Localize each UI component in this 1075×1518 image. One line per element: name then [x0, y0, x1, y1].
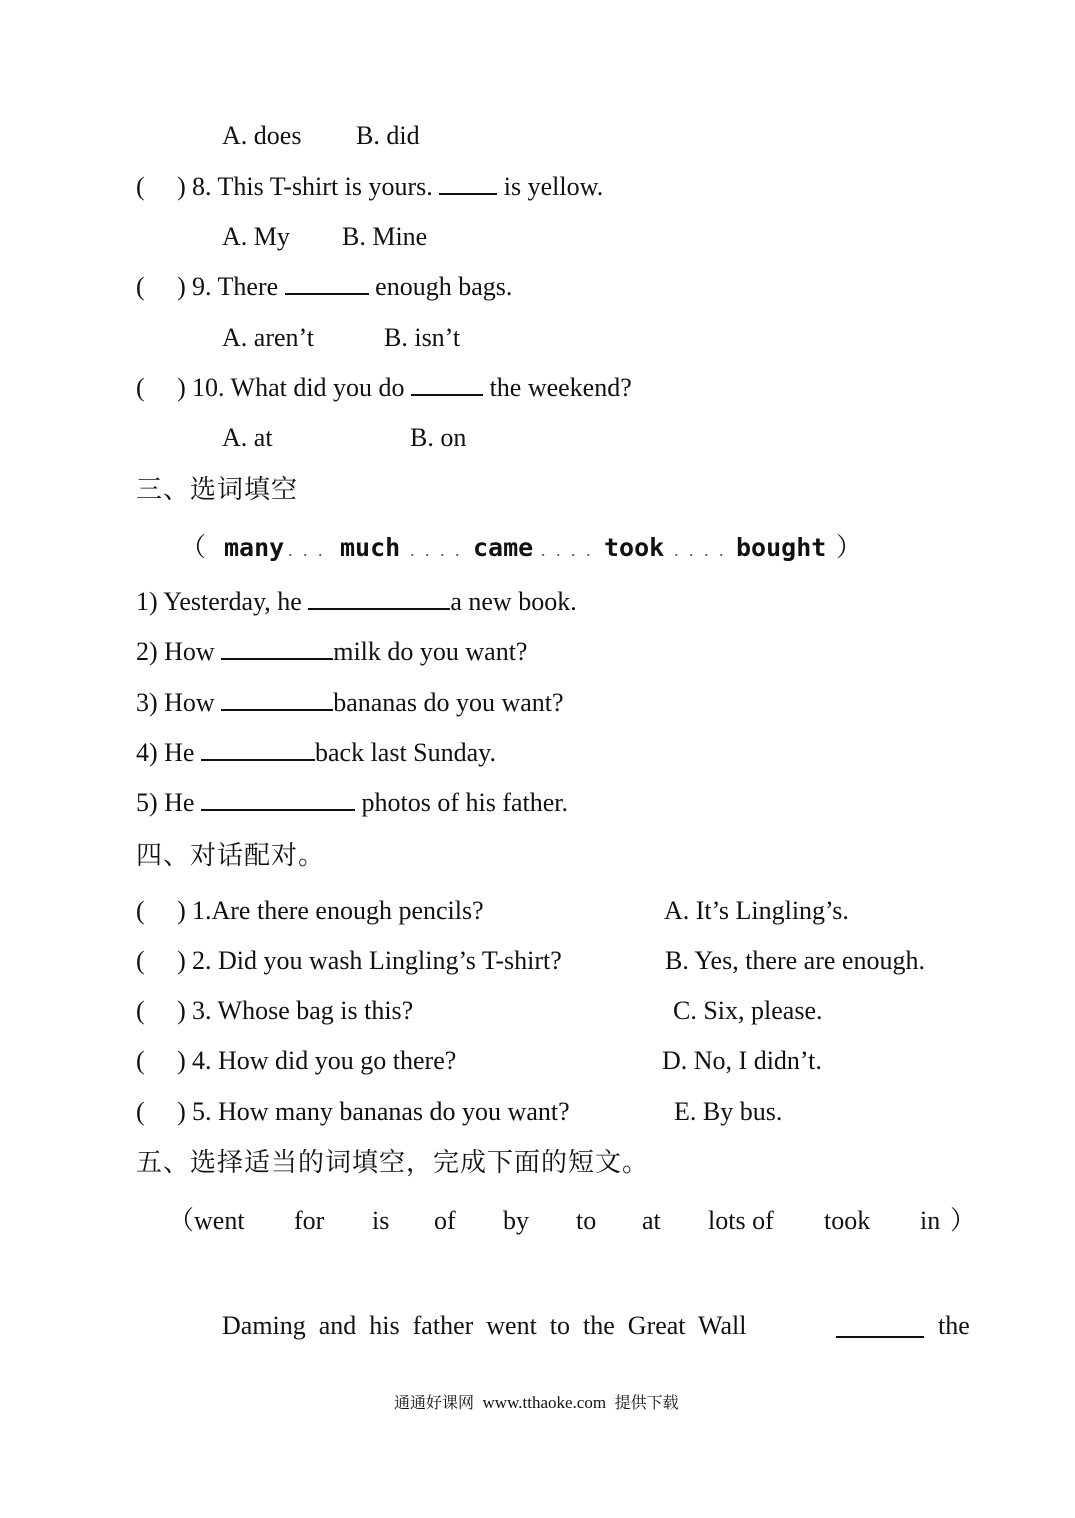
section5-word-9: took: [824, 1206, 871, 1235]
match-answer-a: A. It’s Lingling’s.: [664, 896, 849, 925]
section3-word-bank-close: ）: [836, 533, 864, 563]
section3-item-3: [136, 687, 564, 719]
item-3-blank[interactable]: [221, 687, 333, 711]
section3-item-2: [136, 636, 527, 668]
q7-option-a: A. does: [222, 121, 302, 150]
q8-question: [192, 171, 603, 203]
section3-word-3: came: [473, 533, 534, 562]
match-paren-5[interactable]: ( ): [136, 1097, 186, 1126]
match-paren-3[interactable]: ( ): [136, 996, 186, 1025]
section3-word-5: bought: [736, 533, 827, 562]
item-3-before: 3) How: [136, 688, 215, 717]
footer: [394, 1393, 679, 1413]
q9-answer-paren[interactable]: ( ): [136, 272, 186, 301]
section5-word-2: for: [294, 1206, 325, 1235]
item-4-before: 4) He: [136, 738, 195, 767]
section5-word-bank-close: ）: [950, 1206, 978, 1236]
item-3-after: bananas do you want?: [333, 688, 564, 717]
q10-option-b: B. on: [410, 423, 467, 452]
item-4-blank[interactable]: [201, 737, 315, 761]
section5-word-7: at: [642, 1206, 661, 1235]
footer-url[interactable]: www.tthaoke.com: [482, 1393, 607, 1412]
separator-dots: . . . .: [410, 540, 463, 560]
item-2-before: 2) How: [136, 637, 215, 666]
q9-after: enough bags.: [375, 272, 513, 301]
section3-word-bank-open: （: [180, 533, 208, 563]
q10-question: [192, 372, 632, 404]
item-1-blank[interactable]: [308, 586, 450, 610]
match-question-2: 2. Did you wash Lingling’s T-shirt?: [192, 946, 562, 975]
match-answer-c: C. Six, please.: [673, 996, 823, 1025]
section5-word-bank-open: （: [168, 1206, 196, 1236]
item-1-before: 1) Yesterday, he: [136, 587, 302, 616]
separator-dots: . . . .: [541, 540, 594, 560]
separator-dots: . . . .: [674, 540, 727, 560]
section3-item-1: [136, 586, 577, 618]
match-question-5: 5. How many bananas do you want?: [192, 1097, 570, 1126]
q8-option-b: B. Mine: [342, 222, 428, 251]
match-paren-1[interactable]: ( ): [136, 896, 186, 925]
match-question-4: 4. How did you go there?: [192, 1046, 457, 1075]
match-paren-2[interactable]: ( ): [136, 946, 186, 975]
q9-question: [192, 271, 512, 303]
q9-text: 9. There: [192, 272, 279, 301]
section5-word-1: went: [194, 1206, 245, 1235]
item-5-before: 5) He: [136, 788, 195, 817]
section3-word-4: took: [604, 533, 665, 562]
section5-word-4: of: [434, 1206, 456, 1235]
match-answer-b: B. Yes, there are enough.: [665, 946, 925, 975]
q8-option-a: A. My: [222, 222, 290, 251]
item-5-blank[interactable]: [201, 787, 355, 811]
section5-word-3: is: [372, 1206, 390, 1235]
passage-line-1: Daming and his father went to the Great Wall: [222, 1311, 747, 1340]
passage-line-1-end: the: [938, 1311, 970, 1340]
section5-title: 五、选择适当的词填空，完成下面的短文。: [136, 1148, 650, 1178]
match-answer-d: D. No, I didn’t.: [662, 1046, 822, 1075]
section3-word-2: much: [340, 533, 401, 562]
section5-word-6: to: [576, 1206, 597, 1235]
match-paren-4[interactable]: ( ): [136, 1046, 186, 1075]
section4-title: 四、对话配对。: [136, 841, 326, 871]
match-question-1: 1.Are there enough pencils?: [192, 896, 484, 925]
section3-title: 三、选词填空: [136, 475, 299, 505]
q10-answer-paren[interactable]: ( ): [136, 373, 186, 402]
q10-option-a: A. at: [222, 423, 273, 452]
q9-option-a: A. aren’t: [222, 323, 314, 352]
separator-dots: . . .: [288, 540, 326, 560]
section5-word-5: by: [503, 1206, 529, 1235]
q7-option-b: B. did: [356, 121, 420, 150]
footer-download-note: 提供下载: [614, 1393, 679, 1412]
q9-option-b: B. isn’t: [384, 323, 461, 352]
q10-after: the weekend?: [489, 373, 632, 402]
match-question-3: 3. Whose bag is this?: [192, 996, 414, 1025]
item-1-after: a new book.: [450, 587, 577, 616]
section3-item-4: [136, 737, 496, 769]
q8-text: 8. This T-shirt is yours.: [192, 172, 433, 201]
q10-blank[interactable]: [411, 372, 483, 396]
match-answer-e: E. By bus.: [674, 1097, 783, 1126]
item-5-after: photos of his father.: [354, 788, 569, 817]
q9-blank[interactable]: [285, 271, 369, 295]
section3-word-1: many: [224, 533, 285, 562]
q10-text: 10. What did you do: [192, 373, 405, 402]
item-2-after: milk do you want?: [333, 637, 528, 666]
q8-after: is yellow.: [503, 172, 604, 201]
section5-word-8: lots of: [708, 1206, 774, 1235]
item-4-after: back last Sunday.: [314, 738, 496, 767]
q8-answer-paren[interactable]: ( ): [136, 172, 186, 201]
q8-blank[interactable]: [439, 171, 497, 195]
section5-word-10: in: [920, 1206, 941, 1235]
passage-blank-1[interactable]: [836, 1314, 924, 1338]
section3-item-5: [136, 787, 568, 819]
footer-site-name: 通通好课网: [394, 1393, 475, 1412]
item-2-blank[interactable]: [221, 636, 333, 660]
